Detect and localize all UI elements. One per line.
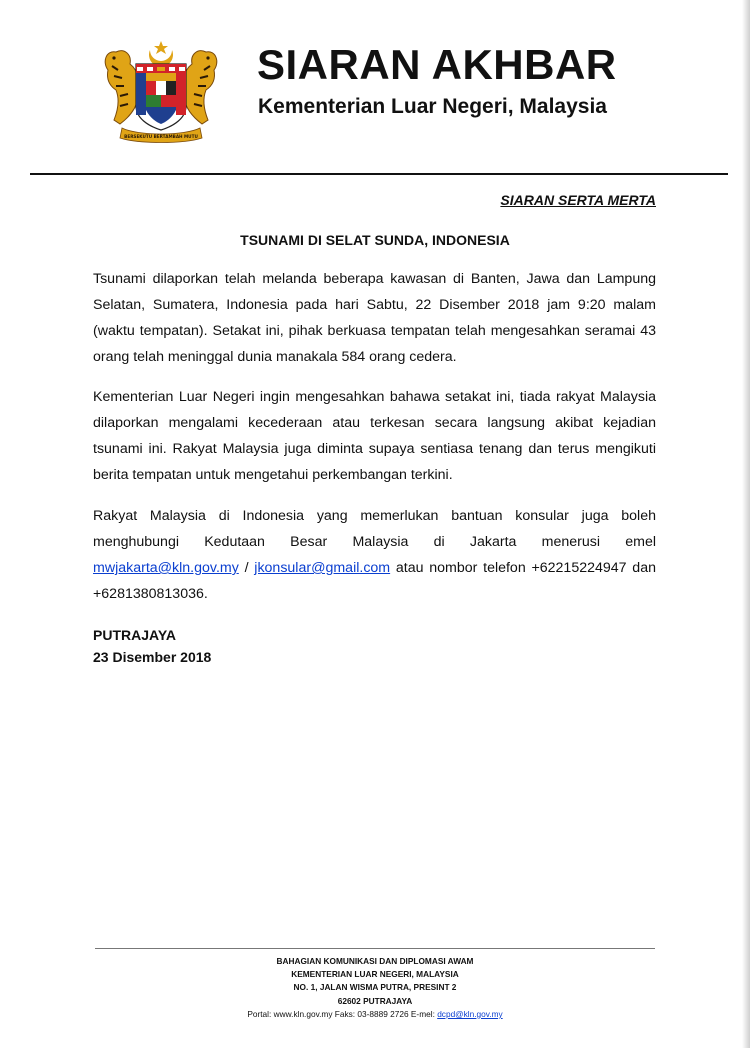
footer-address: NO. 1, JALAN WISMA PUTRA, PRESINT 2 <box>293 982 457 993</box>
footer-postcode: 62602 PUTRAJAYA <box>337 995 413 1006</box>
email-separator: / <box>244 560 249 576</box>
footer-contact-text: Portal: www.kln.gov.my Faks: 03-8889 2726 E-mel: <box>247 1008 435 1019</box>
crest-motto: BERSEKUTU BERTAMBAH MUTU <box>124 134 198 139</box>
footer-divider <box>95 948 655 949</box>
page-edge-shadow <box>742 0 750 1048</box>
paragraph-3-intro: Rakyat Malaysia di Indonesia yang memerlukan bantuan konsular juga boleh menghubungi Kedutaan Besar Malaysia di Jakarta menerusi emel <box>93 508 656 550</box>
footer <box>0 955 750 1021</box>
coat-of-arms-logo <box>98 40 224 146</box>
consular-email-link[interactable]: jkonsular@gmail.com <box>254 560 391 576</box>
footer-contact <box>0 1008 750 1021</box>
signoff-place: PUTRAJAYA <box>93 627 176 643</box>
paragraph-3-outro: atau nombor telefon +62215224947 dan +6281380813036. <box>93 560 656 602</box>
footer-division: BAHAGIAN KOMUNIKASI DAN DIPLOMASI AWAM <box>276 956 474 966</box>
paragraph-3 <box>93 503 656 607</box>
footer-ministry: KEMENTERIAN LUAR NEGERI, MALAYSIA <box>291 969 459 980</box>
signoff <box>93 624 211 668</box>
embassy-email-link[interactable]: mwjakarta@kln.gov.my <box>93 560 239 576</box>
paragraph-2: Kementerian Luar Negeri ingin mengesahkan bahawa setakat ini, tiada rakyat Malaysia dilaporkan mengalami kecederaan atau terkesan secara langsung akibat kejadian tsunami ini. Rakyat Malaysia juga diminta supaya sentiasa tenang dan terus mengikuti berita tempatan untuk mengetahui perkembangan terkini. <box>93 389 656 483</box>
footer-email-link[interactable]: dcpd@kln.gov.my <box>437 1008 503 1019</box>
release-type-label: SIARAN SERTA MERTA <box>500 192 656 208</box>
ministry-name: Kementerian Luar Negeri, Malaysia <box>258 95 607 118</box>
signoff-date: 23 Disember 2018 <box>93 649 212 665</box>
header-divider <box>30 173 728 175</box>
paragraph-1: Tsunami dilaporkan telah melanda beberapa kawasan di Banten, Jawa dan Lampung Selatan, Sumatera, Indonesia pada hari Sabtu, 22 Disember 2018 jam 9:20 malam (waktu tempatan). Setakat ini, pihak berkuasa tempatan telah mengesahkan seramai 43 orang telah meninggal dunia manakala 584 orang cedera. <box>93 271 656 365</box>
press-release-headline: TSUNAMI DI SELAT SUNDA, INDONESIA <box>240 232 510 248</box>
document-title: SIARAN AKHBAR <box>257 41 617 88</box>
